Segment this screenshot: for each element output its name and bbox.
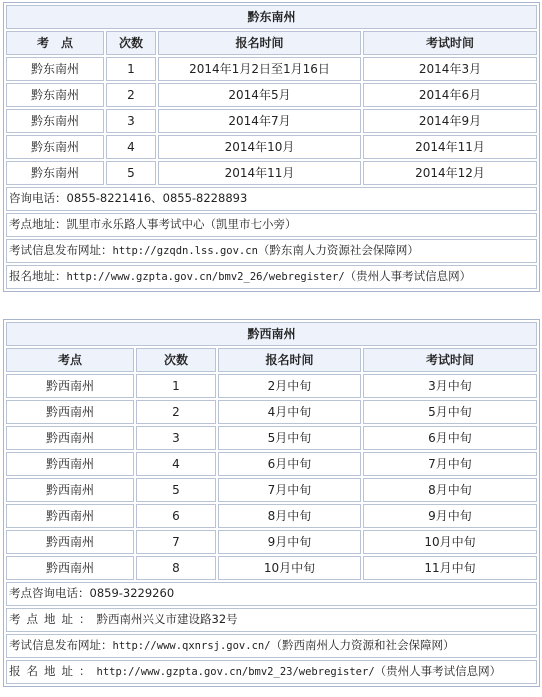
qxn-address: [6, 608, 537, 632]
cell-site: 黔西南州: [6, 478, 134, 502]
cell-exam-time: 2014年6月: [363, 83, 537, 107]
table-row: [6, 400, 537, 424]
qxn-info-link[interactable]: http://www.qxnrsj.gov.cn/: [112, 640, 271, 653]
table-row: [6, 478, 537, 502]
table-row: [6, 109, 537, 133]
cell-site: 黔东南州: [6, 57, 104, 81]
cell-site: 黔西南州: [6, 530, 134, 554]
qdn-reg-name: （贵州人事考试信息网）: [344, 269, 472, 284]
cell-count: 6: [136, 504, 216, 528]
qdn-phone: 咨询电话：0855-8221416、0855-8228893: [6, 187, 537, 211]
cell-site: 黔东南州: [6, 109, 104, 133]
qdn-schedule-table: [3, 2, 540, 292]
qxn-schedule-table: [3, 319, 540, 687]
cell-exam-time: 2014年9月: [363, 109, 537, 133]
cell-reg-time: 6月中旬: [218, 452, 361, 476]
qdn-table-title: 黔东南州: [6, 5, 537, 29]
qxn-header-site: 考点: [6, 348, 134, 372]
cell-site: 黔西南州: [6, 400, 134, 424]
cell-reg-time: 7月中旬: [218, 478, 361, 502]
qdn-header-exam-time: 考试时间: [363, 31, 537, 55]
qxn-header-exam-time: 考试时间: [363, 348, 537, 372]
qxn-phone: 考点咨询电话：0859-3229260: [6, 582, 537, 606]
cell-exam-time: 11月中旬: [363, 556, 537, 580]
cell-reg-time: 2014年10月: [158, 135, 361, 159]
cell-count: 5: [136, 478, 216, 502]
qdn-info-label: 考试信息发布网址：: [9, 243, 113, 258]
cell-site: 黔东南州: [6, 135, 104, 159]
cell-count: 3: [106, 109, 156, 133]
cell-reg-time: 2014年11月: [158, 161, 361, 185]
qdn-header-count: 次数: [106, 31, 156, 55]
table-row: [6, 504, 537, 528]
cell-exam-time: 2014年3月: [363, 57, 537, 81]
cell-count: 2: [136, 400, 216, 424]
table-row: [6, 374, 537, 398]
cell-count: 1: [106, 57, 156, 81]
cell-count: 7: [136, 530, 216, 554]
cell-reg-time: 2014年1月2日至1月16日: [158, 57, 361, 81]
cell-reg-time: 10月中旬: [218, 556, 361, 580]
cell-exam-time: 6月中旬: [363, 426, 537, 450]
qdn-header-site: 考 点: [6, 31, 104, 55]
qxn-header-count: 次数: [136, 348, 216, 372]
table-row: [6, 83, 537, 107]
cell-exam-time: 3月中旬: [363, 374, 537, 398]
qxn-reg-site: [6, 660, 537, 684]
qdn-header-reg-time: 报名时间: [158, 31, 361, 55]
qxn-info-label: 考试信息发布网址：: [9, 638, 113, 653]
qxn-info-site: [6, 634, 537, 658]
table-row: [6, 57, 537, 81]
cell-count: 5: [106, 161, 156, 185]
qxn-table-title: 黔西南州: [6, 322, 537, 346]
qxn-info-name: （黔西南州人力资源和社会保障网）: [270, 638, 455, 653]
table-row: [6, 135, 537, 159]
table-row: [6, 452, 537, 476]
cell-reg-time: 8月中旬: [218, 504, 361, 528]
cell-exam-time: 10月中旬: [363, 530, 537, 554]
cell-site: 黔西南州: [6, 374, 134, 398]
cell-count: 3: [136, 426, 216, 450]
qxn-address-label: 考点地址：: [9, 612, 97, 627]
cell-exam-time: 2014年12月: [363, 161, 537, 185]
cell-count: 8: [136, 556, 216, 580]
table-row: [6, 530, 537, 554]
cell-count: 4: [106, 135, 156, 159]
qdn-address: 考点地址：凯里市永乐路人事考试中心（凯里市七小旁）: [6, 213, 537, 237]
cell-site: 黔东南州: [6, 83, 104, 107]
cell-reg-time: 2014年5月: [158, 83, 361, 107]
qxn-reg-name: （贵州人事考试信息网）: [374, 664, 502, 679]
cell-reg-time: 2014年7月: [158, 109, 361, 133]
cell-exam-time: 9月中旬: [363, 504, 537, 528]
cell-site: 黔西南州: [6, 504, 134, 528]
qdn-reg-label: 报名地址：: [9, 269, 67, 284]
cell-exam-time: 2014年11月: [363, 135, 537, 159]
table-row: [6, 426, 537, 450]
cell-site: 黔西南州: [6, 452, 134, 476]
cell-exam-time: 8月中旬: [363, 478, 537, 502]
qxn-header-reg-time: 报名时间: [218, 348, 361, 372]
cell-site: 黔西南州: [6, 426, 134, 450]
cell-site: 黔东南州: [6, 161, 104, 185]
table-row: [6, 161, 537, 185]
table-row: [6, 556, 537, 580]
cell-count: 2: [106, 83, 156, 107]
cell-count: 1: [136, 374, 216, 398]
cell-reg-time: 4月中旬: [218, 400, 361, 424]
cell-exam-time: 5月中旬: [363, 400, 537, 424]
qdn-info-link[interactable]: http://gzqdn.lss.gov.cn: [112, 245, 258, 258]
cell-reg-time: 5月中旬: [218, 426, 361, 450]
qxn-reg-link[interactable]: http://www.gzpta.gov.cn/bmv2_23/webregister/: [96, 666, 375, 679]
cell-exam-time: 7月中旬: [363, 452, 537, 476]
qxn-address-value: 黔西南州兴义市建设路32号: [96, 612, 238, 627]
qdn-info-site: [6, 239, 537, 263]
qdn-info-name: （黔东南人力资源社会保障网）: [257, 243, 419, 258]
qdn-reg-link[interactable]: http://www.gzpta.gov.cn/bmv2_26/webregister/: [66, 271, 345, 284]
cell-count: 4: [136, 452, 216, 476]
cell-site: 黔西南州: [6, 556, 134, 580]
cell-reg-time: 2月中旬: [218, 374, 361, 398]
qxn-reg-label: 报名地址：: [9, 664, 97, 679]
qdn-reg-site: [6, 265, 537, 289]
cell-reg-time: 9月中旬: [218, 530, 361, 554]
